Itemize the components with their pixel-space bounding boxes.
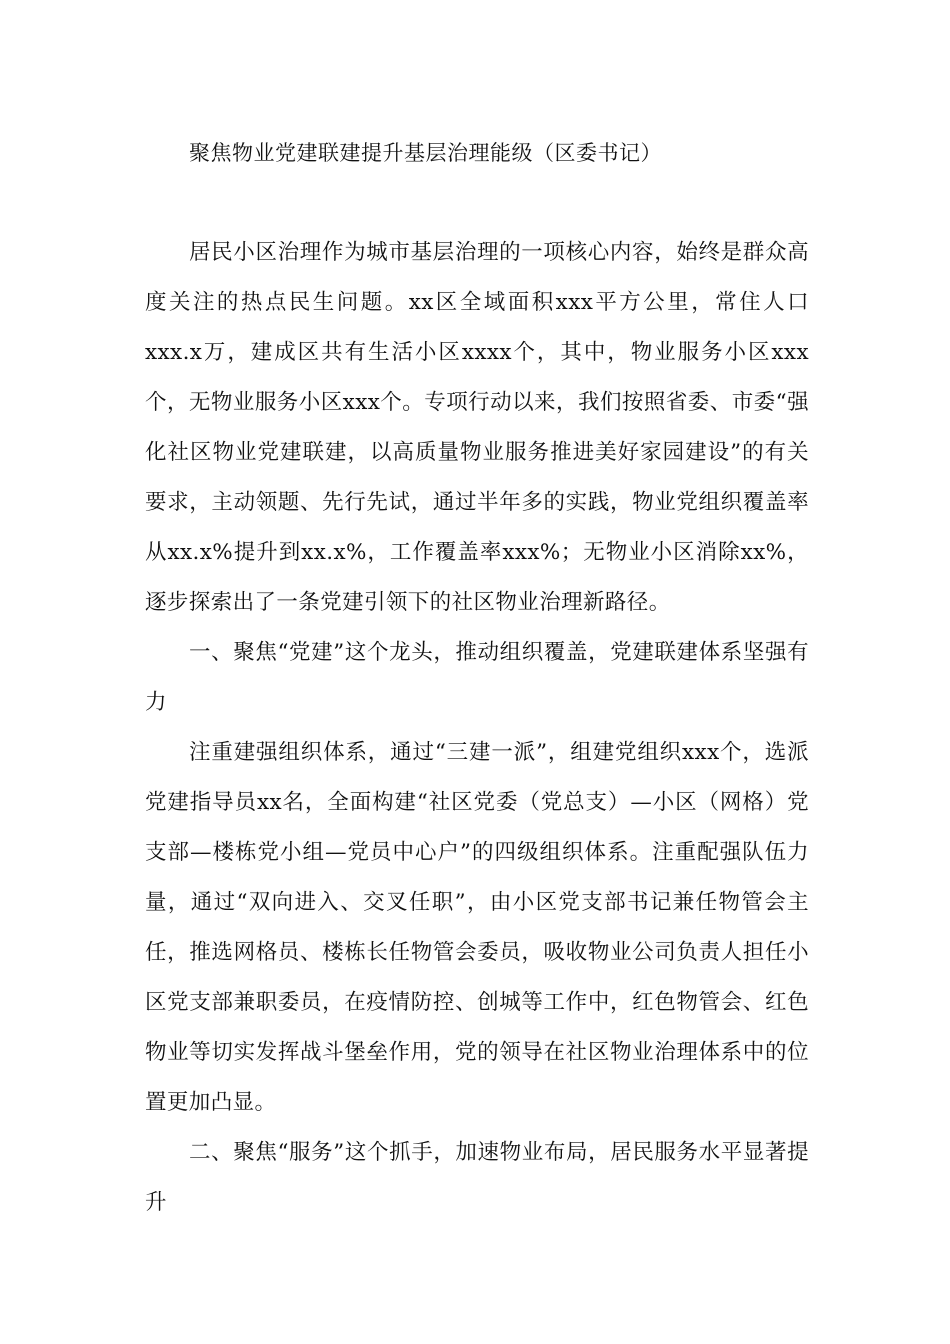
- section-heading-1: 一、聚焦“党建”这个龙头，推动组织覆盖，党建联建体系坚强有力: [145, 640, 809, 715]
- section-1-paragraph: 注重建强组织体系，通过“三建一派”，组建党组织xxx个，选派党建指导员xx名，全面构建“社区党委（党总支）—小区（网格）党支部—楼栋党小组—党员中心户”的四级组织体系。注重配强队伍力量，通过“双向进入、交叉任职”，由小区党支部书记兼任物管会主任，推选网格员、楼栋长任物管会委员，吸收物业公司负责人担任小区党支部兼职委员，在疫情防控、创城等工作中，红色物管会、红色物业等切实发挥战斗堡垒作用，党的领导在社区物业治理体系中的位置更加凸显。: [145, 740, 809, 1115]
- intro-paragraph: 居民小区治理作为城市基层治理的一项核心内容，始终是群众高度关注的热点民生问题。xx区全域面积xxx平方公里，常住人口xxx.x万，建成区共有生活小区xxxx个，其中，物业服务小区xxx个，无物业服务小区xxx个。专项行动以来，我们按照省委、市委“强化社区物业党建联建，以高质量物业服务推进美好家园建设”的有关要求，主动领题、先行先试，通过半年多的实践，物业党组织覆盖率从xx.x%提升到xx.x%，工作覆盖率xxx%；无物业小区消除xx%，逐步探索出了一条党建引领下的社区物业治理新路径。: [145, 240, 809, 615]
- document-body: [145, 228, 809, 1228]
- section-heading-2: 二、聚焦“服务”这个抓手，加速物业布局，居民服务水平显著提升: [145, 1140, 809, 1215]
- document-title: 聚焦物业党建联建提升基层治理能级（区委书记）: [189, 141, 662, 165]
